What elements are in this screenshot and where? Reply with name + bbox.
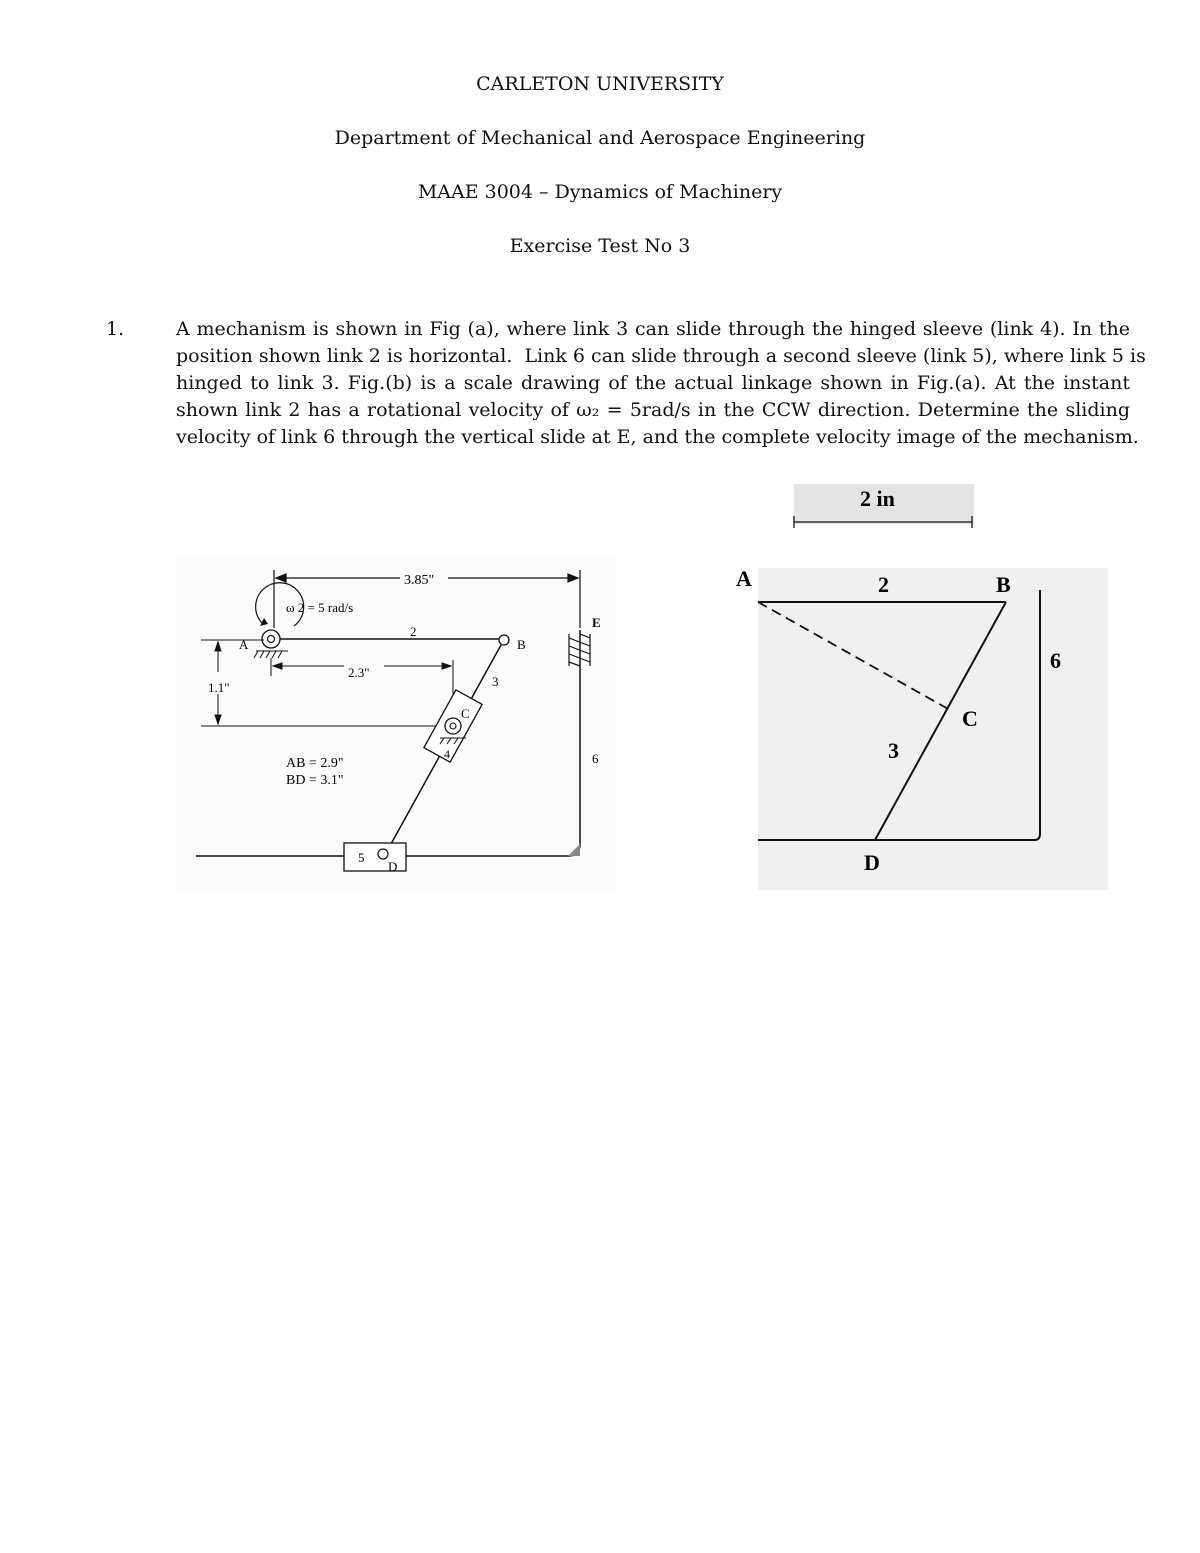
- ab-length: AB = 2.9": [286, 756, 344, 771]
- figure-a-mechanism: [176, 548, 616, 893]
- link-6-label: 6: [592, 751, 599, 766]
- question-line: velocity of link 6 through the vertical slide at E, and the complete velocity image of the mechanism.: [176, 426, 1139, 448]
- label-d: D: [864, 850, 880, 875]
- pivot-a: [262, 630, 280, 648]
- link-5-label: 5: [358, 850, 365, 865]
- label-a: A: [736, 566, 752, 591]
- pin-d: [378, 849, 388, 859]
- label-a-patch: [732, 590, 754, 604]
- question-line: A mechanism is shown in Fig (a), where link 3 can slide through the hinged sleeve (link 4). In the: [176, 318, 1130, 340]
- label-c: C: [461, 706, 470, 721]
- course-title: MAAE 3004 – Dynamics of Machinery: [417, 181, 783, 203]
- question-line: position shown link 2 is horizontal. Link 6 can slide through a second sleeve (link 5), where link 5 is: [176, 345, 1146, 367]
- dim-mid-label: 2.3": [348, 665, 370, 680]
- figure-a-background: [176, 556, 616, 891]
- link-3-label: 3: [492, 674, 499, 689]
- link-3-label: 3: [888, 738, 899, 763]
- link-6-label: 6: [1050, 648, 1061, 673]
- label-b: B: [517, 637, 526, 652]
- scale-label: 2 in: [860, 486, 895, 511]
- label-d: D: [388, 859, 398, 874]
- label-e: E: [592, 615, 601, 630]
- question-text: [176, 316, 1146, 451]
- pivot-c: [445, 718, 461, 734]
- department-title: Department of Mechanical and Aerospace Engineering: [334, 127, 866, 149]
- link-2-label: 2: [410, 624, 417, 639]
- label-c: C: [962, 706, 978, 731]
- link-2-label: 2: [878, 572, 889, 597]
- drawing-panel: [758, 568, 1108, 890]
- omega-label: ω 2 = 5 rad/s: [286, 600, 354, 615]
- question-line: hinged to link 3. Fig.(b) is a scale drawing of the actual linkage shown in Fig.(a). At the instant: [176, 372, 1130, 394]
- label-a: A: [239, 637, 249, 652]
- bd-length: BD = 3.1": [286, 773, 344, 788]
- test-title: Exercise Test No 3: [509, 235, 691, 257]
- pin-b: [499, 635, 509, 645]
- question-number: 1.: [106, 318, 125, 340]
- dim-top-label: 3.85": [404, 573, 435, 588]
- question-line: shown link 2 has a rotational velocity of ω₂ = 5rad/s in the CCW direction. Determine the sliding: [176, 399, 1130, 421]
- figure-b-scale-drawing: [710, 478, 1110, 898]
- dim-left-label: 1.1": [208, 680, 230, 695]
- label-b: B: [996, 572, 1011, 597]
- link-4-label: 4: [444, 747, 450, 761]
- university-title: CARLETON UNIVERSITY: [476, 73, 724, 95]
